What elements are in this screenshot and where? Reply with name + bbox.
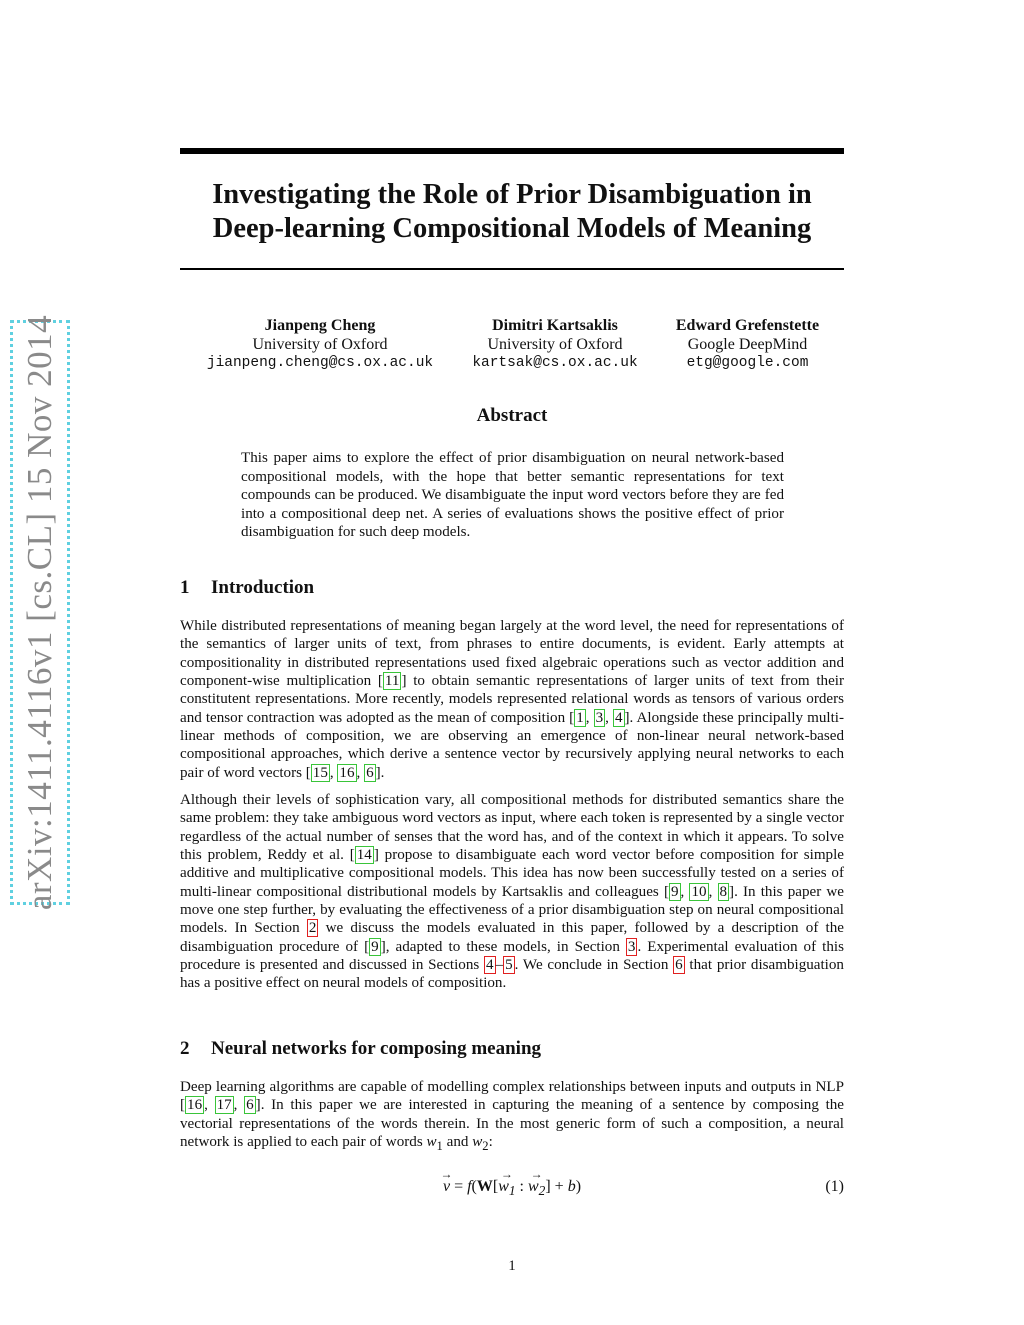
section-reference-link[interactable]: 6 — [675, 957, 683, 974]
section-title: Neural networks for composing meaning — [211, 1038, 542, 1059]
citation-link[interactable]: 16 — [339, 764, 355, 781]
author-affiliation: University of Oxford — [487, 336, 623, 353]
equation-expression: → $v = f(W[\to w_1$ : → $w_2] + b$) — [180, 1178, 844, 1199]
title-top-rule — [180, 148, 844, 154]
abstract-text: This paper aims to explore the effect of prior disambiguation on neural network-based compositional models, with the hope that better semantic representations for text compounds can be produced. We disambiguate the input word vectors before they are fed into a compositional deep net. A series of evaluations shows the positive effect of prior disambiguation for such deep models. — [241, 450, 784, 540]
section-reference-link[interactable]: 5 — [505, 957, 513, 974]
citation-link[interactable]: 14 — [356, 847, 372, 864]
section-2-paragraph-1: Deep learning algorithms are capable of modelling complex relationships between inputs and outputs in NLP [ 16 , 17 , 6 ]. In this paper we are interested in capturing the meaning of a sentence by composing the vectorial representations of the words therein. In the most generic form of such a composition, a neural network is applied to each pair of words $w_1$ and $w_2$: — [180, 1079, 845, 1154]
author-name: Edward Grefenstette — [675, 317, 820, 334]
paper-title — [180, 178, 844, 246]
equation-1 — [180, 1178, 844, 1202]
intro-paragraph-2: Although their levels of sophistication vary, all compositional methods for distributed semantics share the same problem: they take ambiguous word vectors as input, where each token is represented by a single vector regardless of the actual number of senses that the word has, and of the context in which it appears. To solve this problem, Reddy et al. [ 14 ] propose to disambiguate each word vector before composition for simple additive and multiplicative compositional models. This idea has now been successfully tested on a series of multi-linear compositional distributional models by Kartsaklis and colleagues [ 9 , 10 , 8 ]. In this paper we move one step further, by evaluating the effectiveness of a prior disambiguation step on neural compositional models. In Section 2 we discuss the models evaluated in this paper, followed by a description of the disambiguation procedure of [ 9 ], adapted to these models, in Section 3 . Experimental evaluation of this procedure is presented and discussed in Sections 4 – 5 . We conclude in Section 6 that prior disambiguation has a positive effect on neural models of composition. — [180, 792, 845, 992]
author-email[interactable]: kartsak@cs.ox.ac.uk — [472, 355, 638, 371]
author-block-1 — [200, 316, 440, 373]
paper-title-line-2: Deep-learning Compositional Models of Meaning — [212, 213, 812, 244]
section-number: 1 — [180, 577, 190, 598]
arxiv-identifier-stamp: arXiv:1411.4116v1 [cs.CL] 15 Nov 2014 — [10, 320, 70, 905]
author-name: Dimitri Kartsaklis — [492, 317, 618, 334]
citation-link[interactable]: 15 — [312, 764, 328, 781]
citation-link[interactable]: 16 — [187, 1097, 203, 1114]
abstract-heading: Abstract — [476, 405, 548, 426]
section-reference-link[interactable]: 2 — [308, 920, 317, 937]
paper-title-line-1: Investigating the Role of Prior Disambiguation in — [212, 179, 812, 210]
section-number: 2 — [180, 1038, 190, 1059]
page-number: 1 — [508, 1258, 516, 1274]
citation-link[interactable]: 8 — [719, 883, 728, 900]
section-heading-neural-networks — [180, 1038, 541, 1060]
section-reference-link[interactable]: 4 — [486, 957, 494, 974]
author-affiliation: University of Oxford — [252, 336, 388, 353]
author-email[interactable]: jianpeng.cheng@cs.ox.ac.uk — [206, 355, 434, 371]
citation-link[interactable]: 9 — [371, 938, 379, 955]
equation-number: (1) — [825, 1178, 844, 1195]
title-bottom-rule — [180, 268, 844, 270]
citation-link[interactable]: 11 — [384, 673, 400, 690]
citation-link[interactable]: 4 — [614, 709, 623, 726]
section-title: Introduction — [211, 577, 315, 598]
citation-link[interactable]: 1 — [576, 709, 584, 726]
author-block-3 — [660, 316, 835, 373]
citation-link[interactable]: 6 — [366, 764, 374, 781]
section-heading-introduction — [180, 577, 314, 599]
citation-link[interactable]: 6 — [246, 1097, 254, 1114]
citation-link[interactable]: 17 — [216, 1097, 232, 1114]
author-email[interactable]: etg@google.com — [686, 355, 809, 371]
section-reference-link[interactable]: 3 — [627, 938, 636, 955]
citation-link[interactable]: 3 — [595, 709, 604, 726]
citation-link[interactable]: 10 — [691, 883, 707, 900]
author-affiliation: Google DeepMind — [687, 336, 808, 353]
author-block-2 — [455, 316, 655, 373]
author-name: Jianpeng Cheng — [264, 317, 376, 334]
intro-paragraph-1: While distributed representations of meaning began largely at the word level, the need for representations of the semantics of larger units of text, from phrases to entire documents, is evident. Early attempts at compositionality in distributed representations used fixed algebraic operations such as vector addition and component-wise multiplication [ 11 ] to obtain semantic representations of larger units of text from their constitutent representations. More recently, models represented relational words as tensors of various orders and tensor contraction was adopted as the mean of composition [ 1 , 3 , 4 ]. Alongside these principally multi-linear methods of composition, we are observing an emergence of non-linear neural network-based compositional approaches, which derive a sentence vector by recursively applying neural networks to each pair of word vectors [ 15 , 16 , 6 ]. — [180, 618, 845, 781]
citation-link[interactable]: 9 — [670, 883, 679, 900]
